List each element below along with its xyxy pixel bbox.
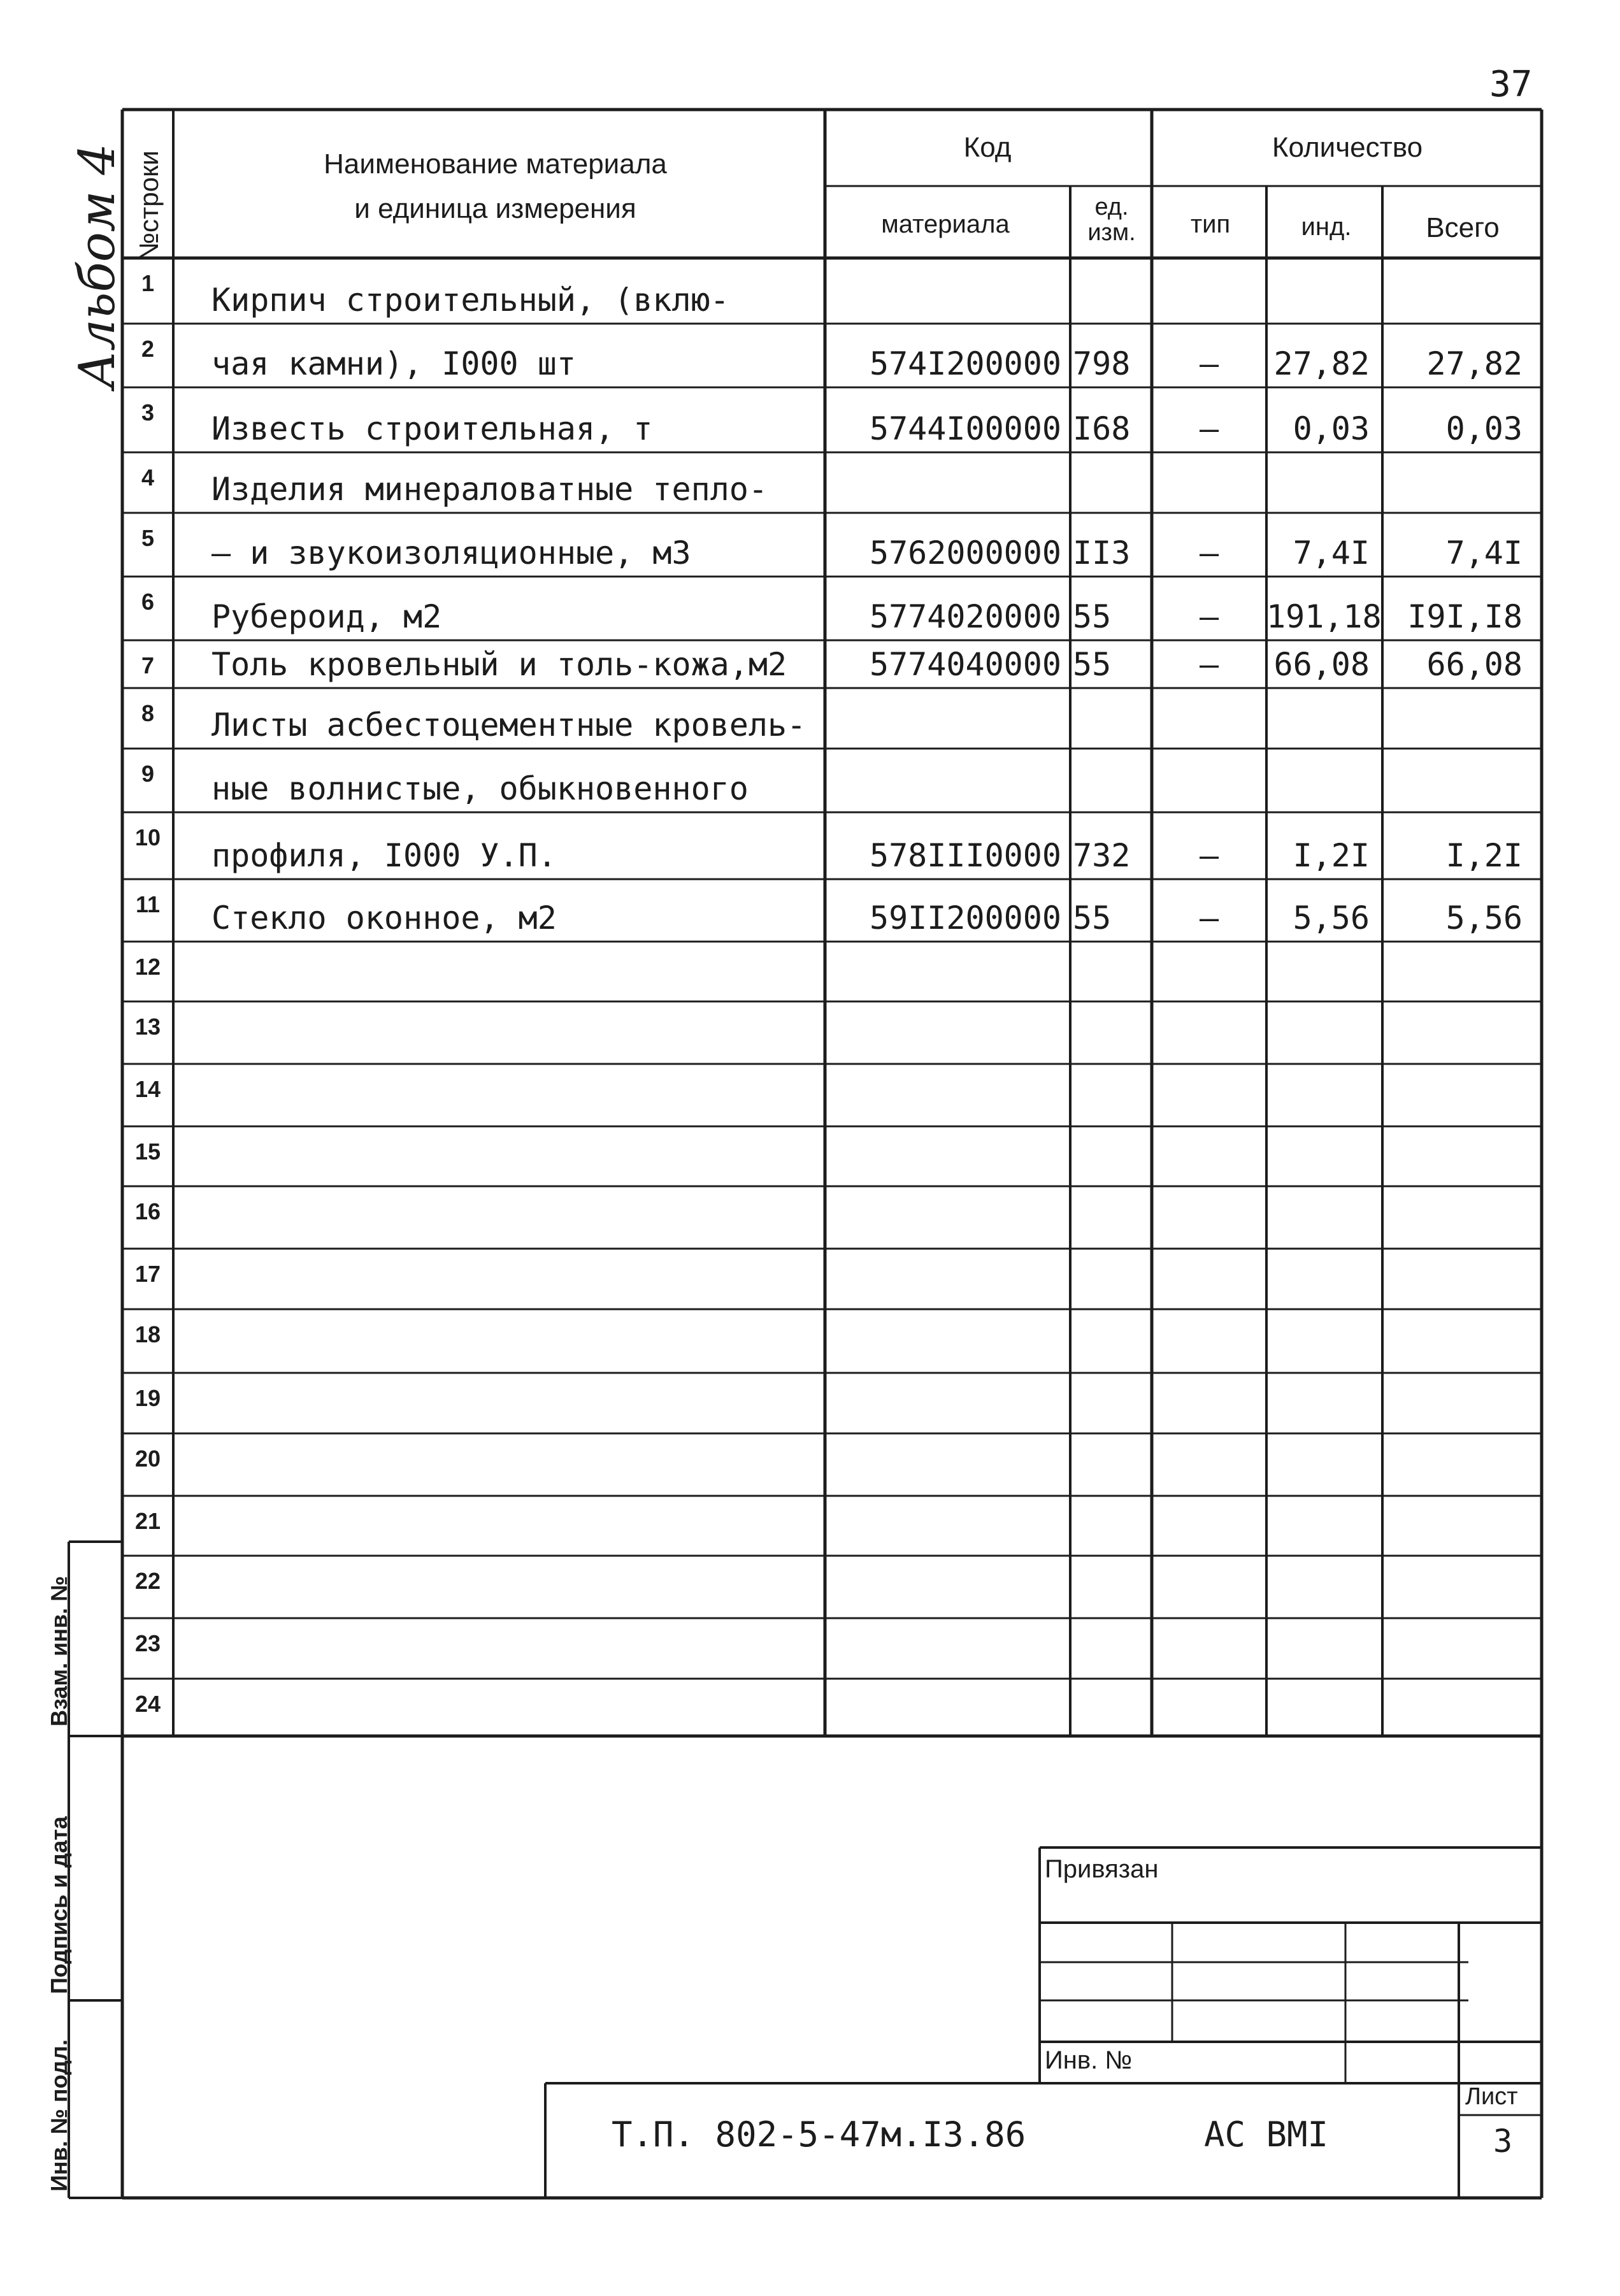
material-name: Рубероид, м2	[211, 598, 442, 635]
qty-ind: 7,4I	[1293, 535, 1370, 571]
material-name: ные волнистые, обыкновенного	[211, 770, 749, 807]
row-number: 3	[141, 399, 155, 426]
side-vzam-inv: Взам. инв. №	[46, 1575, 72, 1726]
page-number: 37	[1489, 64, 1533, 105]
unit-code: 732	[1073, 837, 1131, 874]
row-number: 7	[141, 652, 155, 678]
header-name-line1: Наименование материала	[324, 148, 667, 180]
row-number: 10	[134, 824, 161, 850]
row-number: 19	[134, 1385, 161, 1411]
material-code: 5744I00000	[869, 410, 1061, 447]
row-number: 2	[141, 336, 155, 362]
side-inv-podl: Инв. № подл.	[46, 2039, 72, 2192]
qty-total: 7,4I	[1445, 535, 1523, 571]
side-podpis-data: Подпись и дата	[46, 1816, 72, 1994]
album-label: Альбом 4	[69, 143, 126, 389]
qty-ind: 191,18	[1266, 598, 1382, 635]
row-number: 16	[134, 1198, 161, 1224]
material-code: 5774020000	[869, 598, 1061, 635]
material-code: 5774040000	[869, 646, 1061, 683]
row-number: 14	[134, 1076, 161, 1102]
row-number: 6	[141, 589, 155, 615]
material-code: 59II200000	[869, 900, 1061, 936]
qty-type: –	[1199, 646, 1219, 683]
row-number: 4	[141, 464, 155, 491]
unit-code: II3	[1073, 535, 1131, 571]
unit-code: 55	[1073, 900, 1112, 936]
stamp-sheet-value: 3	[1493, 2123, 1513, 2160]
qty-ind: 0,03	[1293, 410, 1370, 447]
row-number: 20	[134, 1446, 161, 1472]
row-number: 8	[141, 700, 155, 726]
row-number: 21	[134, 1508, 161, 1534]
qty-ind: 66,08	[1273, 646, 1370, 683]
qty-type: –	[1199, 345, 1219, 382]
qty-type: –	[1199, 535, 1219, 571]
header-quantity: Количество	[1272, 132, 1423, 163]
material-code: 5762000000	[869, 535, 1061, 571]
header-code: Код	[963, 132, 1012, 163]
unit-code: 55	[1073, 598, 1112, 635]
stamp-privyazan: Привязан	[1045, 1855, 1159, 1883]
header-qty-ind: инд.	[1301, 213, 1352, 241]
stamp-designation: Т.П. 802-5-47м.I3.86	[612, 2114, 1026, 2155]
unit-code: 798	[1073, 345, 1131, 382]
material-code: 574I200000	[869, 345, 1061, 382]
row-number: 1	[141, 270, 155, 296]
material-name: чая камни), I000 шт	[211, 345, 576, 382]
row-number: 23	[134, 1630, 161, 1656]
stamp-inv-no: Инв. №	[1045, 2046, 1133, 2074]
material-name: Известь строительная, т	[211, 410, 653, 447]
material-name: – и звукоизоляционные, м3	[211, 535, 691, 571]
row-number: 22	[134, 1568, 161, 1594]
qty-type: –	[1199, 900, 1219, 936]
material-name: профиля, I000 У.П.	[211, 837, 557, 874]
qty-type: –	[1199, 410, 1219, 447]
unit-code: 55	[1073, 646, 1112, 683]
row-number: 5	[141, 525, 155, 551]
qty-total: 0,03	[1445, 410, 1523, 447]
material-name: Листы асбестоцементные кровель-	[211, 707, 806, 743]
header-row-number: №строки	[134, 150, 164, 261]
row-number: 17	[134, 1261, 161, 1287]
qty-type: –	[1199, 598, 1219, 635]
qty-type: –	[1199, 837, 1219, 874]
qty-total: I9I,I8	[1407, 598, 1523, 635]
row-number: 9	[141, 761, 155, 787]
unit-code: I68	[1073, 410, 1131, 447]
stamp-section: АС ВМI	[1204, 2114, 1329, 2155]
header-qty-type: тип	[1190, 210, 1231, 238]
header-qty-total: Всего	[1426, 212, 1500, 243]
row-number: 15	[134, 1138, 161, 1165]
row-number: 11	[135, 891, 161, 917]
qty-ind: 5,56	[1293, 900, 1370, 936]
material-code: 578III0000	[869, 837, 1061, 874]
header-code-material: материала	[881, 210, 1010, 238]
qty-total: 5,56	[1445, 900, 1523, 936]
header-code-unit: ед. изм.	[1087, 194, 1136, 246]
stamp-sheet-label: Лист	[1465, 2083, 1518, 2110]
row-number: 12	[134, 954, 161, 980]
qty-ind: I,2I	[1293, 837, 1370, 874]
material-name: Толь кровельный и толь-кожа,м2	[211, 646, 787, 683]
material-name: Кирпич строительный, (вклю-	[211, 282, 729, 319]
header-name-line2: и единица измерения	[354, 193, 636, 224]
qty-ind: 27,82	[1273, 345, 1370, 382]
row-number: 13	[134, 1014, 161, 1040]
material-name: Стекло оконное, м2	[211, 900, 557, 936]
material-name: Изделия минераловатные тепло-	[211, 471, 768, 508]
qty-total: 66,08	[1426, 646, 1523, 683]
qty-total: 27,82	[1426, 345, 1523, 382]
row-number: 18	[134, 1321, 161, 1347]
row-number: 24	[134, 1691, 161, 1717]
qty-total: I,2I	[1445, 837, 1523, 874]
